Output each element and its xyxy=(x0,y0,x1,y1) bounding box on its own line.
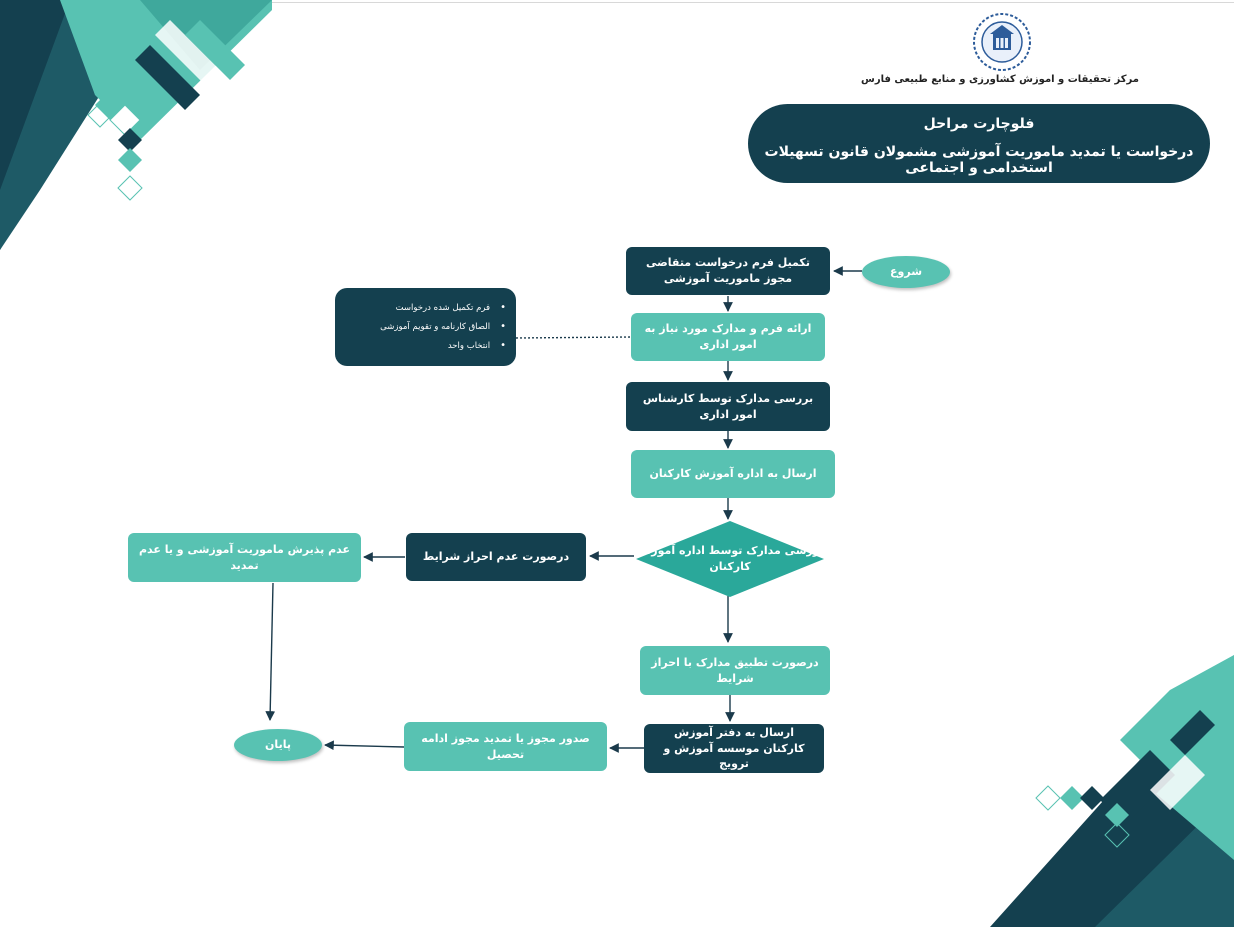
document-item: • الصاق کارنامه و تقویم آموزشی xyxy=(380,317,506,336)
institution-seal-icon xyxy=(974,14,1030,70)
page-subtitle: درخواست یا تمدید ماموریت آموزشی مشمولان قانون تسهیلات استخدامی و اجتماعی xyxy=(764,144,1194,176)
decision-label: بررسی مدارک توسط اداره آموزش کارکنان xyxy=(636,544,824,573)
step-send-to-institute: ارسال به دفتر آموزش کارکنان موسسه آموزش و ترویج xyxy=(644,724,824,773)
corner-decoration-top-left xyxy=(0,0,272,250)
organization-name: مرکز تحقیقات و اموزش کشاورزی و منابع طبیعی فارس xyxy=(861,74,1139,85)
start-node: شروع xyxy=(862,256,950,288)
corner-decoration-bottom-right xyxy=(990,655,1234,927)
page-title: فلوچارت مراحل xyxy=(923,116,1035,132)
document-item: • انتخاب واحد xyxy=(380,336,506,355)
step-send-to-training-office: ارسال به اداره آموزش کارکنان xyxy=(631,450,835,498)
step-fill-request-form: تکمیل فرم درخواست متقاضی مجوز ماموریت آموزشی xyxy=(626,247,830,295)
document-item: • فرم تکمیل شده درخواست xyxy=(380,298,506,317)
required-documents-note xyxy=(335,288,516,366)
reject-result-node: عدم پذیرش ماموریت آموزشی و یا عدم تمدید xyxy=(128,533,361,582)
accept-condition-node: درصورت تطبیق مدارک با احراز شرایط xyxy=(640,646,830,695)
step-submit-documents: ارائه فرم و مدارک مورد نیاز به امور اداری xyxy=(631,313,825,361)
issue-permit-node: صدور مجوز یا تمدید مجوز ادامه تحصیل xyxy=(404,722,607,771)
end-node: پایان xyxy=(234,729,322,761)
title-banner xyxy=(748,104,1210,183)
step-review-by-admin: بررسی مدارک توسط کارشناس امور اداری xyxy=(626,382,830,431)
reject-condition-node: درصورت عدم احراز شرایط xyxy=(406,533,586,581)
